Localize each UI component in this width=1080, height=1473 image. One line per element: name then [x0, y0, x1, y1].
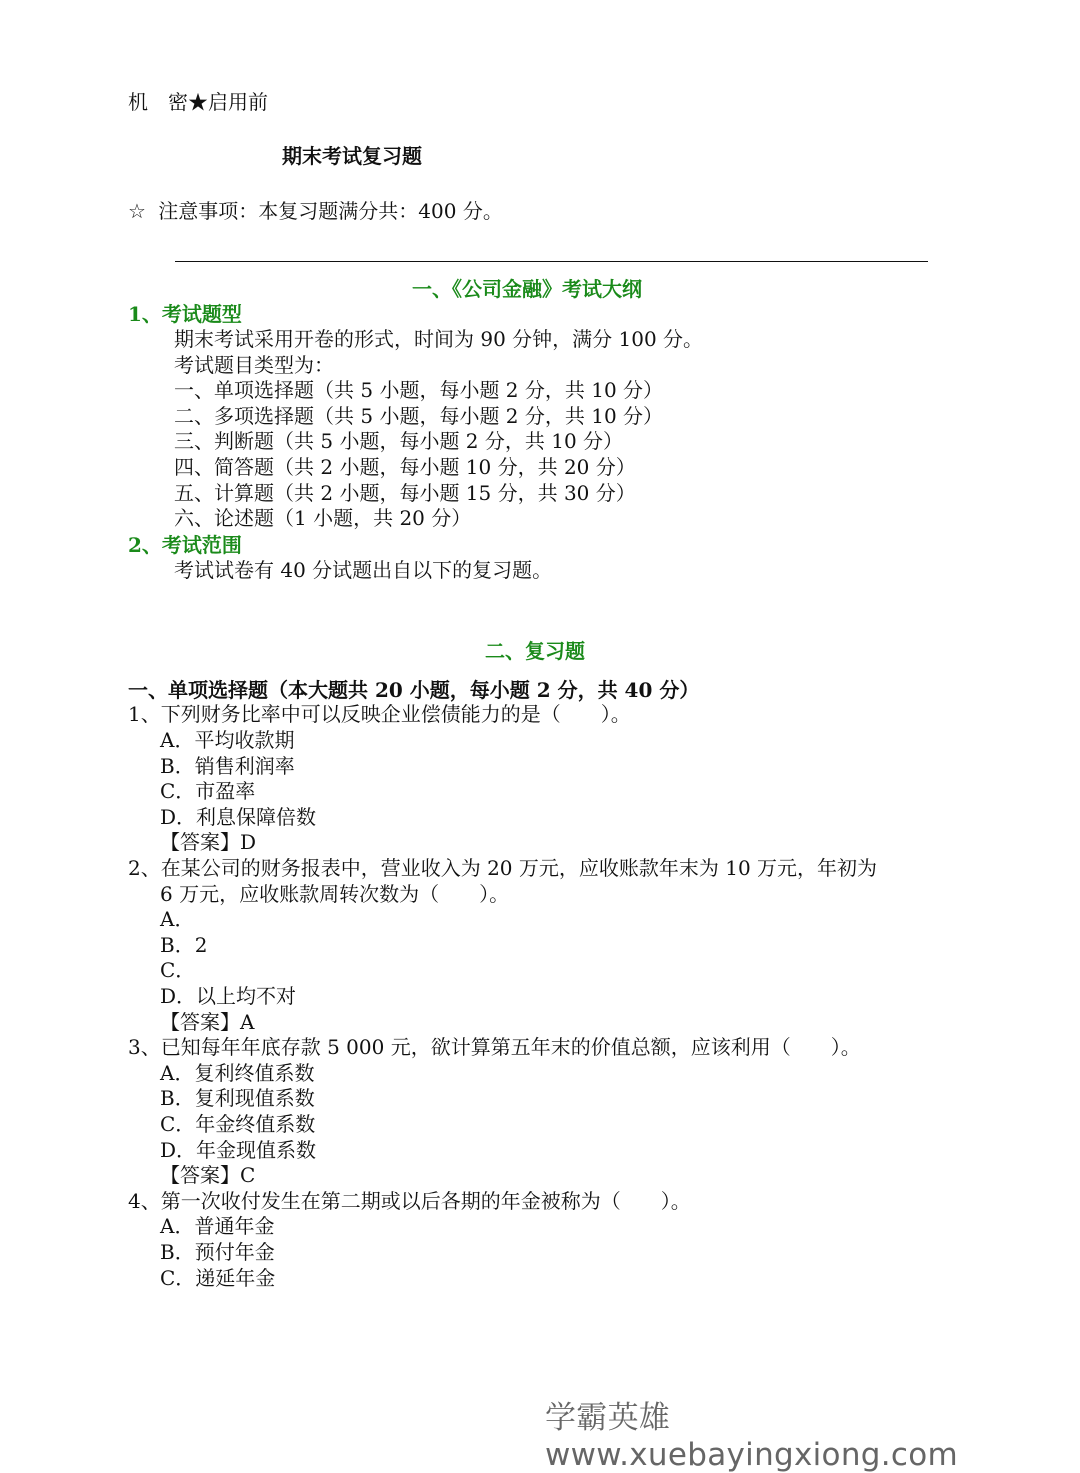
question-stem: 2、在某公司的财务报表中，营业收入为 20 万元，应收账款年末为 10 万元，年初为 — [128, 856, 878, 880]
watermark: 学霸英雄 www.xuebayingxiong.com — [545, 1400, 959, 1473]
option: C．市盈率 — [160, 779, 256, 804]
option: A． — [160, 907, 195, 932]
outline-line: 四、简答题（共 2 小题，每小题 10 分，共 20 分） — [174, 455, 636, 479]
option: A．平均收款期 — [160, 728, 295, 752]
outline-line: 考试题目类型为： — [174, 352, 334, 377]
question-stem: 3、已知每年年底存款 5 000 元，欲计算第五年末的价值总额，应该利用（ ）。 — [128, 1035, 861, 1060]
option: B．复利现值系数 — [160, 1086, 315, 1111]
option: B．2 — [160, 932, 208, 957]
star-icon: ☆ — [128, 199, 146, 223]
outline-line: 二、多项选择题（共 5 小题，每小题 2 分，共 10 分） — [174, 403, 664, 428]
answer: 【答案】D — [160, 830, 257, 855]
option: D．年金现值系数 — [160, 1137, 317, 1162]
outline-line: 五、计算题（共 2 小题，每小题 15 分，共 30 分） — [174, 480, 636, 505]
option: B．预付年金 — [160, 1240, 275, 1264]
question-stem: 1、下列财务比率中可以反映企业偿债能力的是（ ）。 — [128, 702, 631, 726]
option: B．销售利润率 — [160, 753, 295, 778]
option: D．利息保障倍数 — [160, 804, 317, 829]
review-heading: 二、复习题 — [485, 639, 585, 663]
option: D．以上均不对 — [160, 984, 297, 1008]
option: A．普通年金 — [160, 1214, 275, 1239]
question-stem: 6 万元，应收账款周转次数为（ ）。 — [160, 881, 510, 906]
option: A．复利终值系数 — [160, 1060, 315, 1085]
outline-line: 一、单项选择题（共 5 小题，每小题 2 分，共 10 分） — [174, 378, 664, 403]
part-title: 一、单项选择题（本大题共 20 小题，每小题 2 分，共 40 分） — [128, 678, 700, 702]
outline-line: 考试试卷有 40 分试题出自以下的复习题。 — [174, 558, 553, 582]
section-title-exam-scope: 2、考试范围 — [128, 533, 242, 557]
answer: 【答案】A — [160, 1009, 255, 1034]
outline-line: 期末考试采用开卷的形式，时间为 90 分钟，满分 100 分。 — [174, 327, 704, 351]
option: C．递延年金 — [160, 1265, 276, 1290]
option: C． — [160, 958, 196, 983]
secrecy-label: 机 密★启用前 — [128, 90, 268, 114]
outline-line: 六、论述题（1 小题，共 20 分） — [174, 506, 472, 531]
option: C．年金终值系数 — [160, 1112, 316, 1136]
outline-heading: 一、《公司金融》考试大纲 — [412, 277, 642, 301]
answer: 【答案】C — [160, 1163, 256, 1188]
question-stem: 4、第一次收付发生在第二期或以后各期的年金被称为（ ）。 — [128, 1188, 691, 1213]
section-title-exam-type: 1、考试题型 — [128, 302, 242, 326]
page-title: 期末考试复习题 — [282, 144, 422, 168]
divider — [175, 261, 928, 262]
notice-text: 注意事项：本复习题满分共：400 分。 — [158, 199, 503, 223]
notice — [128, 198, 503, 224]
outline-line: 三、判断题（共 5 小题，每小题 2 分，共 10 分） — [174, 429, 624, 454]
